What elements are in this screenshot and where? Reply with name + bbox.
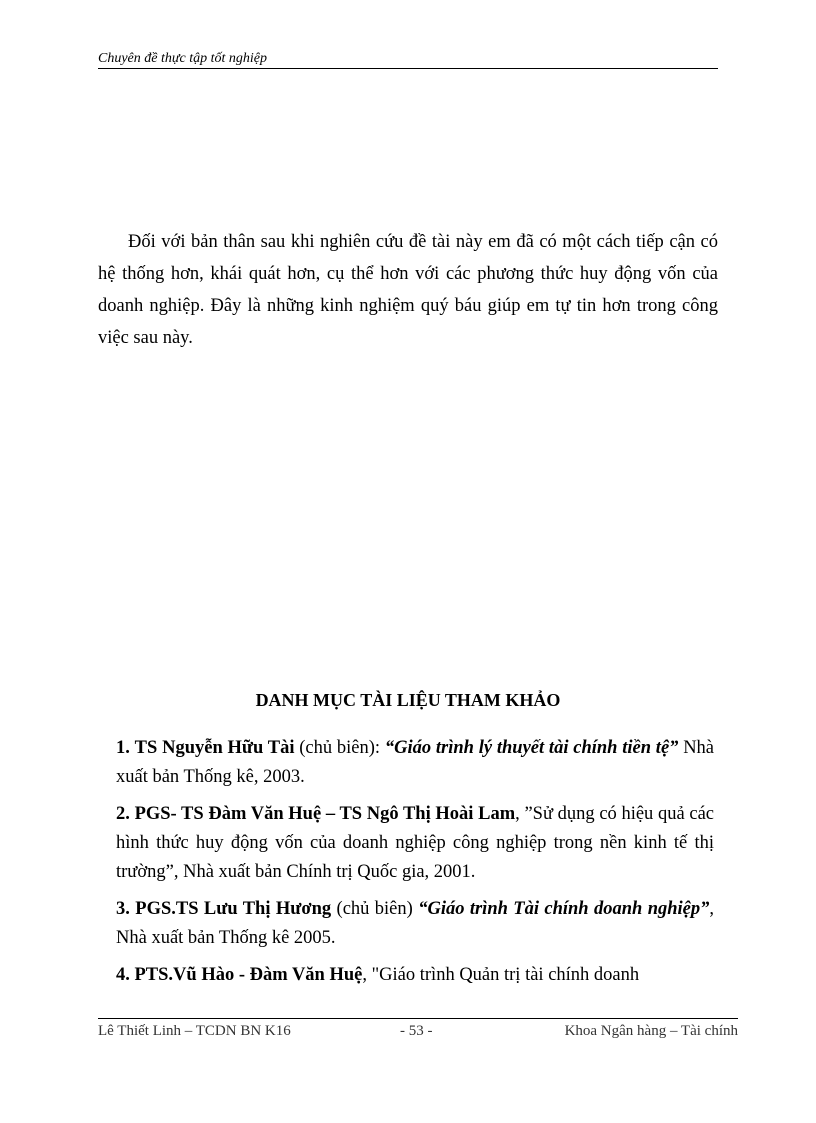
reference-role: , (362, 965, 372, 985)
references-heading: DANH MỤC TÀI LIỆU THAM KHẢO (255, 690, 561, 710)
reference-author: PGS.TS Lưu Thị Hương (135, 899, 332, 919)
reference-role: , (515, 804, 525, 824)
page-header (98, 50, 718, 69)
reference-number: 1. (116, 738, 130, 758)
page-footer (98, 1018, 738, 1039)
reference-item (116, 895, 714, 953)
footer-author: Lê Thiết Linh – TCDN BN K16 (98, 1023, 291, 1039)
references-list (116, 734, 714, 998)
reference-number: 3. (116, 899, 130, 919)
conclusion-paragraph: Đối với bản thân sau khi nghiên cứu đề tài này em đã có một cách tiếp cận có hệ thống hơn, khái quát hơn, cụ thể hơn với các phương thức huy động vốn của doanh nghiệp. Đây là những kinh nghiệm quý báu giúp em tự tin hơn trong công việc sau này. (98, 232, 718, 348)
reference-author: PGS- TS Đàm Văn Huệ – TS Ngô Thị Hoài Lam (134, 804, 516, 824)
reference-role: (chủ biên) (331, 899, 419, 919)
reference-publisher: , Nhà xuất bản Chính trị Quốc gia, 2001. (173, 862, 476, 882)
reference-publisher: , Nhà xuất bản Thống kê 2005. (116, 899, 715, 948)
reference-title: “Giáo trình lý thuyết tài chính tiền tệ” (384, 738, 679, 758)
reference-item (116, 734, 714, 792)
reference-item (116, 800, 714, 887)
header-title: Chuyên đề thực tập tốt nghiệp (98, 51, 267, 66)
reference-author: TS Nguyễn Hữu Tài (134, 738, 295, 758)
reference-title: ”Sử dụng có hiệu quả các hình thức huy động vốn của doanh nghiệp công nghiệp trong nền kinh tế thị trường” (116, 804, 715, 882)
reference-number: 2. (116, 804, 130, 824)
reference-number: 4. (116, 965, 130, 985)
reference-item (116, 961, 714, 990)
reference-publisher: Nhà xuất bản Thống kê, 2003. (116, 738, 715, 787)
reference-role: (chủ biên): (294, 738, 385, 758)
reference-title: "Giáo trình Quản trị tài chính doanh (371, 965, 640, 985)
footer-department: Khoa Ngân hàng – Tài chính (564, 1023, 738, 1039)
page-number: - 53 - (400, 1023, 433, 1039)
reference-title: “Giáo trình Tài chính doanh nghiệp” (418, 899, 710, 919)
reference-author: PTS.Vũ Hào - Đàm Văn Huệ (134, 965, 363, 985)
